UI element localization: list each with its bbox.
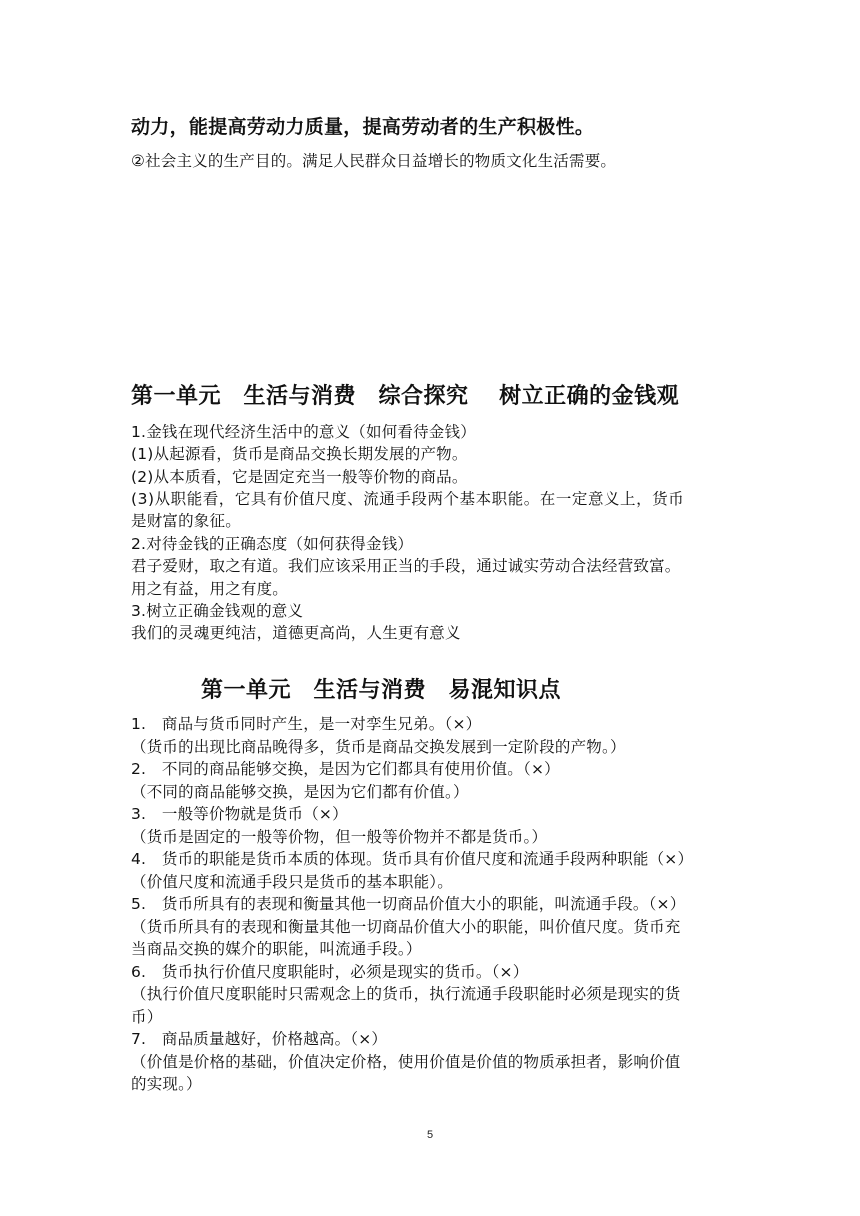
section2-line-11: 当商品交换的媒介的职能，叫流通手段。） bbox=[131, 940, 422, 958]
section1-line-8: 用之有益，用之有度。 bbox=[131, 580, 289, 598]
section1-line-2: (1)从起源看，货币是商品交换长期发展的产物。 bbox=[131, 445, 468, 463]
section1-line-7: 君子爱财，取之有道。我们应该采用正当的手段，通过诚实劳动合法经营致富。 bbox=[131, 557, 681, 575]
section2-line-6: （货币是固定的一般等价物，但一般等价物并不都是货币。） bbox=[131, 828, 548, 846]
bold-paragraph-line: 动力，能提高劳动力质量，提高劳动者的生产积极性。 bbox=[131, 116, 595, 138]
section1-line-3: (2)从本质看，它是固定充当一般等价物的商品。 bbox=[131, 468, 468, 486]
section2-line-3: 2. 不同的商品能够交换，是因为它们都具有使用价值。（×） bbox=[131, 760, 560, 778]
paragraph-line: ②社会主义的生产目的。满足人民群众日益增长的物质文化生活需要。 bbox=[131, 152, 617, 170]
section1-line-10: 我们的灵魂更纯洁，道德更高尚，人生更有意义 bbox=[131, 624, 461, 642]
section2-line-16: （价值是价格的基础，价值决定价格，使用价值是价值的物质承担者，影响价值 bbox=[131, 1053, 681, 1071]
section2-line-2: （货币的出现比商品晚得多，货币是商品交换发展到一定阶段的产物。） bbox=[131, 738, 626, 756]
section1-line-9: 3.树立正确金钱观的意义 bbox=[131, 602, 304, 620]
section2-line-15: 7. 商品质量越好，价格越高。（×） bbox=[131, 1030, 388, 1048]
section2-line-7: 4. 货币的职能是货币本质的体现。货币具有价值尺度和流通手段两种职能（×） bbox=[131, 850, 694, 868]
page-number: 5 bbox=[426, 1129, 434, 1141]
section2-line-10: （货币所具有的表现和衡量其他一切商品价值大小的职能，叫价值尺度。货币充 bbox=[131, 918, 681, 936]
section2-line-13: （执行价值尺度职能时只需观念上的货币，执行流通手段职能时必须是现实的货 bbox=[131, 985, 681, 1003]
section1-line-4: (3)从职能看，它具有价值尺度、流通手段两个基本职能。在一定意义上，货币 bbox=[131, 490, 685, 508]
section1-line-5: 是财富的象征。 bbox=[131, 512, 241, 530]
section2-line-8: （价值尺度和流通手段只是货币的基本职能）。 bbox=[131, 873, 453, 891]
section2-line-14: 币） bbox=[131, 1008, 163, 1026]
section2-line-4: （不同的商品能够交换，是因为它们都有价值。） bbox=[131, 783, 469, 801]
section2-line-9: 5. 货币所具有的表现和衡量其他一切商品价值大小的职能，叫流通手段。（×） bbox=[131, 895, 686, 913]
section-heading-money-view: 第一单元 生活与消费 综合探究 树立正确的金钱观 bbox=[131, 384, 680, 409]
section1-line-6: 2.对待金钱的正确态度（如何获得金钱） bbox=[131, 535, 414, 553]
section1-line-1: 1.金钱在现代经济生活中的意义（如何看待金钱） bbox=[131, 423, 476, 441]
section-heading-confusing-points: 第一单元 生活与消费 易混知识点 bbox=[201, 678, 562, 703]
section2-line-1: 1. 商品与货币同时产生，是一对孪生兄弟。（×） bbox=[131, 715, 482, 733]
section2-line-12: 6. 货币执行价值尺度职能时，必须是现实的货币。（×） bbox=[131, 963, 529, 981]
section2-line-5: 3. 一般等价物就是货币（×） bbox=[131, 805, 348, 823]
section2-line-17: 的实现。） bbox=[131, 1075, 202, 1093]
